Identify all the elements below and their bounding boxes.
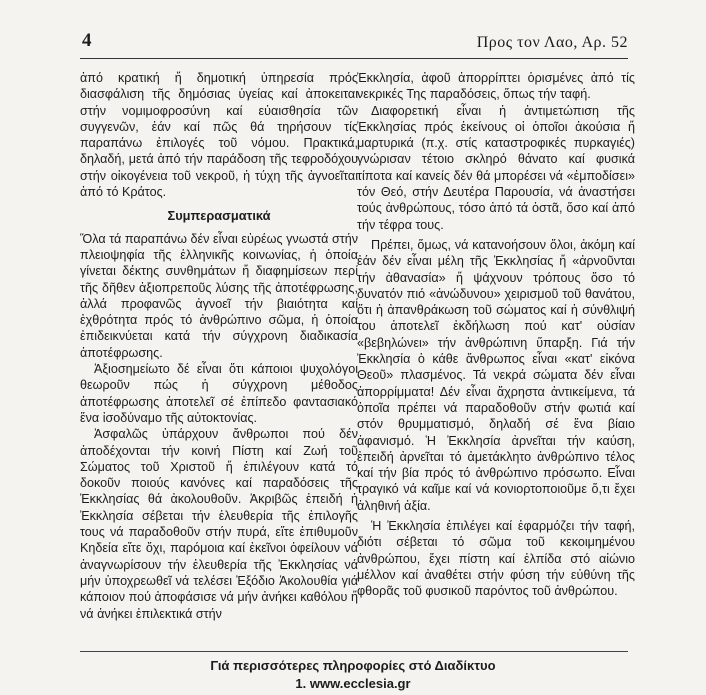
page-number: 4	[82, 30, 92, 51]
footer-divider	[80, 651, 628, 652]
left-column	[80, 70, 358, 622]
paragraph: Ἡ Ἐκκλησία ἐπιλέγει καί ἐφαρμόζει τήν ταφή, διότι σέβεται τό σῶμα τοῦ κεκοιμημένου ἀνθρώπου, ἔχει πίστη καί ἐλπίδα στό αἰώνιο μέλλον καί ἀναθέτει στήν φύση τήν εὐθύνη τῆς φθορᾶς τοῦ φυσικοῦ παρόντος τοῦ ἀνθρώπου.	[357, 519, 635, 599]
paragraph: Πρέπει, ὅμως, νά κατανοήσουν ὅλοι, ἀκόμη καί ἐάν δέν εἶναι μέλη τῆς Ἐκκλησίας ἤ «ἀρνοῦνται τήν ἀθανασία» ἤ ψάχνουν τρόπους ὅσο τό δυνατόν πιό «ἀνώδυνου» χειρισμοῦ τοῦ θανάτου, ὅτι ἡ ἀπανθράκωση τοῦ σώματος καί ἡ σύνθλιψή του ἀποτελεῖ ἐκδήλωση πού κατ' οὐσίαν «βεβηλώνει» τήν ἀνθρώπινη ὕπαρξη. Γιά τήν Ἐκκλησία ὁ κάθε ἄνθρωπος εἶναι «κατ' εἰκόνα Θεοῦ» πλασμένος. Τά νεκρά σώματα δέν εἶναι ἀπορρίμματα! Δέν εἶναι ἄχρηστα ἀντικείμενα, τά ὁποῖα πρέπει νά παραδοθοῦν στήν φωτιά καί στόν θρυμματισμό, δηλαδή σέ ἕνα βίαιο ἀφανισμό. Ἡ Ἐκκλησία ἀρνεῖται τήν καύση, ἐπειδή ἀρνεῖται τό ἀμετάκλητο ἀνθρώπινο τέλος καί τήν βία πρός τό ἀνθρώπινο πρόσωπο. Εἶναι τραγικό νά καῖμε καί νά κονιορτοποιοῦμε ὅ,τι ἔχει ἀληθινή ἀξία.	[357, 237, 635, 513]
right-column	[357, 70, 635, 600]
paragraph: Ἐκκλησία, ἀφοῦ ἀπορρίπτει ὁρισμένες ἀπό τίς νεκρικές Της παραδόσεις, ὅπως τήν ταφή.	[357, 71, 635, 102]
running-head: Προς τον Λαο, Αρ. 52	[476, 34, 628, 51]
paragraph: Ἀσφαλῶς ὑπάρχουν ἄνθρωποι πού δέν ἀποδέχονται τήν κοινή Πίστη καί Ζωή τοῦ Σώματος τοῦ Χριστοῦ ἤ ἐπιλέγουν κατά τό δοκοῦν ποιούς κανόνες καί παραδόσεις τῆς Ἐκκλησίας θά ἀκολουθοῦν. Ἀκριβῶς ἐπειδή ἡ Ἐκκλησία σέβεται τήν ἐλευθερία τῆς ἐπιλογῆς τους νά παραδοθοῦν στήν πυρά, εἴτε ἐπιθυμοῦν Κηδεία εἴτε ὄχι, παρόμοια καί ἐκεῖνοι ὀφείλουν νά ἀναγνωρίσουν τήν ἐλευθερία τῆς Ἐκκλησίας νά μήν ὑποχρεωθεῖ νά τελέσει Ἐξόδιο Ἀκολουθία γιά κάποιον πού ἀποφάσισε νά μήν ἀνήκει καθόλου ἤ νά ἀνήκει ἐπιλεκτικά στήν	[80, 427, 358, 621]
footer-link[interactable]: 1. www.ecclesia.gr	[295, 676, 411, 691]
section-heading: Συμπερασματικά	[167, 208, 271, 224]
paragraph: Διαφορετική εἶναι ἡ ἀντιμετώπιση τῆς Ἐκκλησίας πρός ἐκείνους οἱ ὁποῖοι ἀκούσια ἤ μαρτυρικά (π.χ. στίς καταστροφικές πυρκαγιές) γνώρισαν τέτοιο σκληρό θάνατο καί φυσικά τίποτα καί κανείς δέν θά μπορέσει νά «ἐμποδίσει» τόν Θεό, στήν Δευτέρα Παρουσία, νά ἀναστήσει τούς ἀνθρώπους, τόσο ἀπό τά ὀστᾶ, ὅσο καί ἀπό τήν τέφρα τους.	[357, 103, 635, 232]
header-divider	[80, 58, 628, 59]
paragraph: Ὅλα τά παραπάνω δέν εἶναι εὐρέως γνωστά στήν πλειοψηφία τῆς ἑλληνικῆς κοινωνίας, ἡ ὁποία γίνεται δέκτης συνθημάτων ἤ διαφημίσεων περί τῆς δῆθεν ἀξιοπρεποῦς λύσης τῆς ἀποτέφρωσης, ἀλλά προφανῶς ἀγνοεῖ τήν βιαιότητα καί ἐχθρότητα πρός τό ἀνθρώπινο σῶμα, ἡ ὁποία ἐπιδεικνύεται κατά τήν σύγχρονη διαδικασία ἀποτέφρωσης.	[80, 231, 358, 360]
intro-paragraph: ἀπό κρατική ἤ δημοτική ὑπηρεσία πρός διασφάλιση τῆς δημόσιας ὑγείας καί ἀποκειται στήν νομιμοφροσύνη καί εὐαισθησία τῶν συγγενῶν, ἐάν καί πῶς θά τηρήσουν τίς παραπάνω ἐπιλογές τοῦ νόμου. Πρακτικά, δηλαδή, μετά ἀπό τήν παράδοση τῆς τεφροδόχου στήν οἰκογένεια τοῦ νεκροῦ, ἡ τύχη τῆς ἀγνοεῖται ἀπό τό Κράτος.	[80, 71, 358, 200]
footer-title: Γιά περισσότερες πληροφορίες στό Διαδίκτυο	[210, 658, 496, 673]
paragraph: Ἀξιοσημείωτο δέ εἶναι ὅτι κάποιοι ψυχολόγοι θεωροῦν πώς ἡ σύγχρονη μέθοδος ἀποτέφρωσης ἀποτελεῖ σέ ἐπίπεδο φαντασιακό ἕνα ἰσοδύναμο τῆς αὐτοκτονίας.	[80, 362, 358, 425]
